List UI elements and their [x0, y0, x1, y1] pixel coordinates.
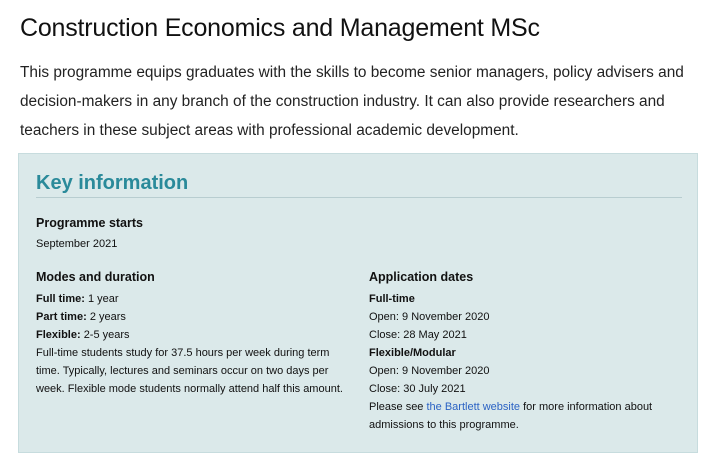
bartlett-website-link[interactable]: the Bartlett website [426, 401, 521, 413]
key-information-panel [18, 153, 698, 453]
admissions-note [369, 398, 652, 416]
flexible-dates-heading: Flexible/Modular [369, 347, 456, 359]
panel-divider [36, 197, 682, 198]
programme-starts-heading: Programme starts [36, 216, 143, 230]
application-dates-heading: Application dates [369, 270, 474, 284]
programme-intro: This programme equips graduates with the skills to become senior managers, policy advisers and decision-makers in any branch of the construction industry. It can also provide researchers and teachers in these subject areas with professional academic development. [20, 64, 684, 139]
modes-description: Full-time students study for 37.5 hours per week during term time. Typically, lectures and seminars occur on two days per week. Flexible mode students normally attend half this amount. [36, 347, 343, 395]
full-time-value: 1 year [87, 293, 119, 305]
programme-starts-value: September 2021 [36, 238, 118, 250]
part-time-label: Part time: [36, 311, 87, 323]
flexible-close-date: Close: 30 July 2021 [369, 383, 466, 395]
flexible-label: Flexible: [36, 329, 81, 341]
flexible-open-date: Open: 9 November 2020 [369, 365, 490, 377]
part-time-value: 2 years [89, 311, 126, 323]
flexible-value: 2-5 years [83, 329, 130, 341]
modes-duration-heading: Modes and duration [36, 270, 155, 284]
admissions-note-before: Please see [369, 401, 427, 413]
flexible-duration [36, 326, 130, 344]
full-time-open-date: Open: 9 November 2020 [369, 311, 490, 323]
part-time-duration [36, 308, 126, 326]
page-title: Construction Economics and Management MSc [20, 14, 540, 42]
full-time-duration [36, 290, 119, 308]
full-time-close-date: Close: 28 May 2021 [369, 329, 467, 341]
admissions-note-after: for more information about [520, 401, 653, 413]
full-time-label: Full time: [36, 293, 85, 305]
full-time-dates-heading: Full-time [369, 293, 415, 305]
admissions-note-line2: admissions to this programme. [369, 419, 519, 431]
key-information-heading: Key information [36, 172, 189, 194]
